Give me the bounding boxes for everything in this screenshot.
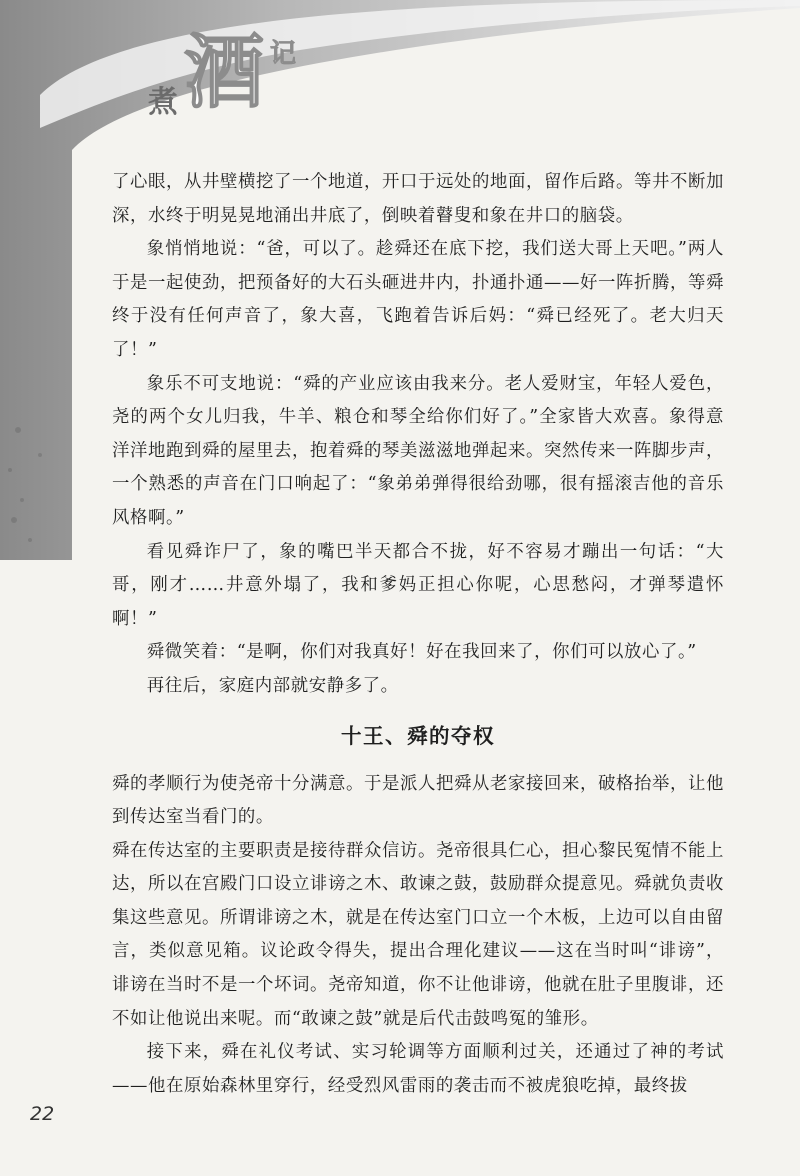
paragraph: 舜的孝顺行为使尧帝十分满意。于是派人把舜从老家接回来，破格抬举，让他到传达室当看门的。: [112, 773, 724, 828]
paragraph: 象乐不可支地说：“舜的产业应该由我来分。老人爱财宝，年轻人爱色，尧的两个女儿归我，牛羊、粮仓和琴全给你们好了。”全家皆大欢喜。象得意洋洋地跑到舜的屋里去，抱着舜的琴美滋滋地弹起来。突然传来一阵脚步声，一个熟悉的声音在门口响起了：“象弟弟弹得很给劲哪，很有摇滚吉他的音乐风格啊。”: [112, 373, 724, 528]
banner-title-char-2: 酒: [184, 25, 264, 119]
paragraph: 再往后，家庭内部就安静多了。: [146, 675, 399, 696]
banner-title-char-3: 记: [270, 39, 297, 69]
page-number: 22: [30, 1103, 55, 1125]
paragraph: 接下来，舜在礼仪考试、实习轮调等方面顺利过关，还通过了神的考试——他在原始森林里穿行，经受烈风雷雨的袭击而不被虎狼吃掉，最终拔: [112, 1042, 724, 1096]
banner-title-char-1: 煮: [148, 85, 178, 120]
section-title: 十王、舜的夺权: [341, 723, 495, 748]
paragraph: 舜在传达室的主要职责是接待群众信访。尧帝很具仁心，担心黎民冤情不能上达，所以在宫殿门口设立诽谤之木、敢谏之鼓，鼓励群众提意见。舜就负责收集这些意见。所谓诽谤之木，就是在传达室门口立一个木板，上边可以自由留言，类似意见箱。议论政令得失，提出合理化建议——这在当时叫“诽谤”，诽谤在当时不是一个坏词。尧帝知道，你不让他诽谤，他就在肚子里腹诽，还不如让他说出来呢。而“敢谏之鼓”就是后代击鼓鸣冤的雏形。: [112, 840, 724, 1029]
paragraph: 了心眼，从井壁横挖了一个地道，开口于远处的地面，留作后路。等井不断加深，水终于明晃晃地涌出井底了，倒映着瞽叟和象在井口的脑袋。: [112, 172, 724, 226]
main-text: [112, 166, 724, 1103]
paragraph: 舜微笑着：“是啊，你们对我真好！好在我回来了，你们可以放心了。”: [146, 642, 697, 663]
paragraph: 看见舜诈尸了，象的嘴巴半天都合不拢，好不容易才蹦出一句话：“大哥，刚才……井意外塌了，我和爹妈正担心你呢，心思愁闷，才弹琴遣怀啊！”: [112, 541, 724, 629]
paragraph: 象悄悄地说：“爸，可以了。趁舜还在底下挖，我们送大哥上天吧。”两人于是一起使劲，把预备好的大石头砸进井内，扑通扑通——好一阵折腾，等舜终于没有任何声音了，象大喜，飞跑着告诉后妈：“舜已经死了。老大归天了！”: [112, 239, 724, 360]
